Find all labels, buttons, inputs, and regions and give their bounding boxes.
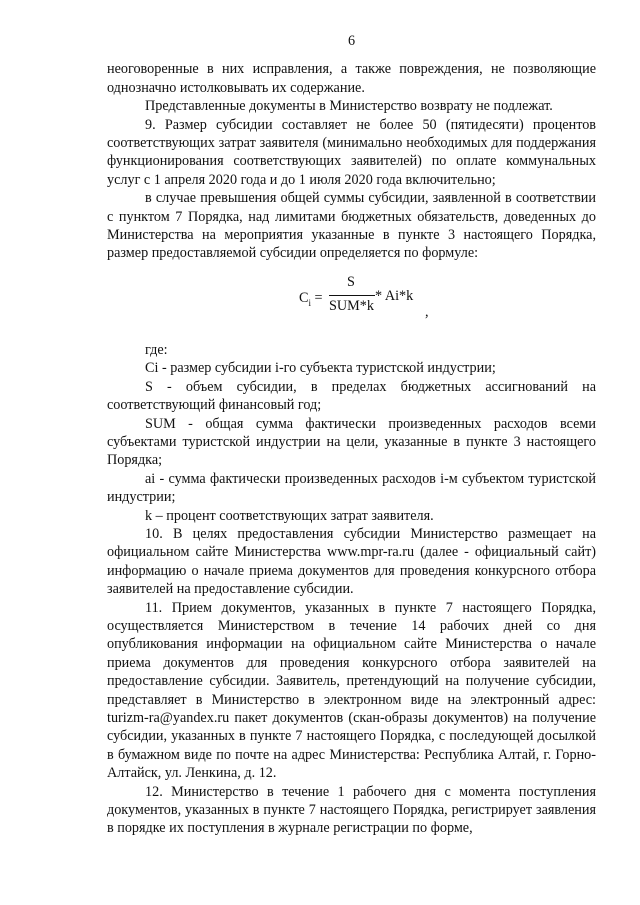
- where-label: где:: [145, 341, 168, 358]
- formula-numerator: S: [347, 273, 355, 290]
- formula-denominator: SUM*k: [329, 297, 374, 314]
- formula-comma: ,: [425, 303, 429, 320]
- definition-ci: Ci - размер субсидии i-го субъекта туристской индустрии;: [145, 360, 496, 377]
- formula-fraction-line: [329, 295, 375, 296]
- paragraph-continuation: неоговоренные в них исправления, а также повреждения, не позволяющие однозначно истолковывать их содержание.: [107, 61, 596, 96]
- formula-lhs-subscript: i: [308, 297, 311, 308]
- formula-lhs-symbol: C: [299, 289, 309, 306]
- paragraph-documents-not-returned: Представленные документы в Министерство возврату не подлежат.: [145, 98, 553, 115]
- definition-k: k – процент соответствующих затрат заявителя.: [145, 507, 434, 524]
- subsidy-formula: [107, 273, 596, 325]
- definition-ai: ai - сумма фактически произведенных расходов i-м субъектом туристской индустрии;: [107, 470, 596, 506]
- definition-s: S - объем субсидии, в пределах бюджетных ассигнований на соответствующий финансовый год;: [107, 378, 596, 414]
- page-number: 6: [347, 33, 356, 49]
- formula-lhs: [299, 289, 323, 312]
- formula-equals: =: [314, 289, 323, 306]
- paragraph-item-9: 9. Размер субсидии составляет не более 50 (пятидесяти) процентов соответствующих затрат заявителя (минимально необходимых для поддержания функционирования соответствующих заявителей) по оплате коммунальных услуг с 1 апреля 2020 года и до 1 июля 2020 года включительно;: [107, 116, 596, 188]
- paragraph-item-10: 10. В целях предоставления субсидии Министерство размещает на официальном сайте Министерства www.mpr-ra.ru (далее - официальный сайт) информацию о начале приема документов для проведения конкурсного отбора заявителей на предоставление субсидии.: [107, 525, 596, 598]
- paragraph-excess-case: в случае превышения общей суммы субсидии, заявленной в соответствии с пунктом 7 Порядка, над лимитами бюджетных обязательств, доведенных до Министерства на мероприятия указанные в пункте 3 настоящего Порядка, размер предоставляемой субсидии определяется по формуле:: [107, 190, 596, 262]
- formula-tail: * Ai*k: [375, 287, 414, 304]
- paragraph-item-12: 12. Министерство в течение 1 рабочего дня с момента поступления документов, указанных в пункте 7 настоящего Порядка, регистрирует заявления в порядке их поступления в журнале регистрации по форме,: [107, 783, 596, 837]
- document-page: [107, 32, 596, 838]
- paragraph-item-11: 11. Прием документов, указанных в пункте 7 настоящего Порядка, осуществляется Министерством в течение 14 рабочих дней со дня опубликования информации на официальном сайте Министерства о начале приема документов для проведения конкурсного отбора заявителей на предоставление субсидии. Заявитель, претендующий на получение субсидии, представляет в Министерство в электронном виде на электронный адрес: turizm-ra@yandex.ru пакет документов (скан-образы документов) на получение субсидии, указанных в пункте 7 настоящего Порядка, с последующей досылкой в бумажном виде по почте на адрес Министерства: Республика Алтай, г. Горно-Алтайск, ул. Ленкина, д. 12.: [107, 599, 596, 782]
- definition-sum: SUM - общая сумма фактически произведенных расходов всеми субъектами туристской индустрии на цели, указанные в пункте 3 настоящего Порядка;: [107, 415, 596, 469]
